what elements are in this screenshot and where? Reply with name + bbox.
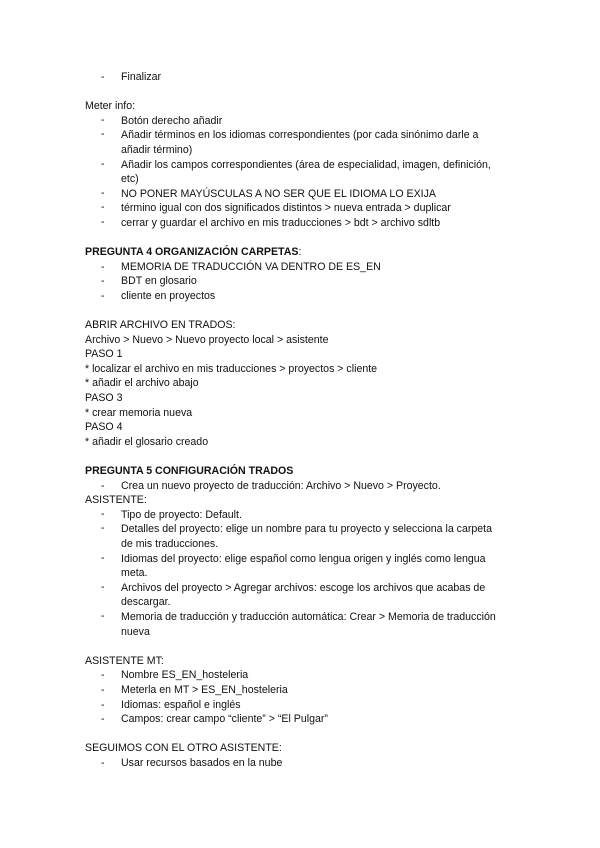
list-item-text-cont: añadir término) — [121, 143, 193, 156]
list-item — [85, 756, 525, 771]
bullet-dash: - — [101, 507, 105, 520]
bullet-dash: - — [101, 669, 105, 682]
list-item — [85, 552, 525, 581]
list-item-text: Idiomas: español e inglés — [121, 698, 241, 711]
list-item-text: Tipo de proyecto: Default. — [121, 508, 242, 521]
bullet-dash: - — [101, 522, 105, 535]
bullet-dash: - — [101, 713, 105, 726]
list-item — [85, 508, 525, 523]
list-item — [85, 216, 525, 231]
list-item-text: Añadir los campos correspondientes (área de especialidad, imagen, definición, — [121, 158, 491, 171]
list-item-text-cont: descargar. — [121, 596, 171, 609]
list-item — [85, 712, 525, 727]
list-item-text-cont: nueva — [121, 625, 150, 638]
list-item-text: NO PONER MAYÚSCULAS A NO SER QUE EL IDIOMA LO EXIJA — [121, 187, 436, 200]
list-item-text: Meterla en MT > ES_EN_hosteleria — [121, 683, 288, 696]
bullet-dash: - — [101, 215, 105, 228]
asistente-label: ASISTENTE: — [85, 494, 147, 507]
bullet-dash: - — [101, 479, 105, 492]
bullet-dash: - — [101, 289, 105, 302]
bullet-dash: - — [101, 201, 105, 214]
abrir-line: Archivo > Nuevo > Nuevo proyecto local > asistente — [85, 333, 329, 346]
list-item — [85, 698, 525, 713]
list-item-text: Archivos del proyecto > Agregar archivos: escoge los archivos que acabas de — [121, 581, 486, 594]
bullet-dash: - — [101, 260, 105, 273]
abrir-line: ABRIR ARCHIVO EN TRADOS: — [85, 319, 236, 332]
list-item — [85, 201, 525, 216]
list-item — [85, 289, 525, 304]
list-item-text: Botón derecho añadir — [121, 114, 223, 127]
abrir-line: PASO 3 — [85, 392, 123, 405]
abrir-line: * añadir el archivo abajo — [85, 377, 199, 390]
abrir-line: PASO 4 — [85, 421, 123, 434]
list-item-text: Nombre ES_EN_hosteleria — [121, 669, 249, 682]
list-item — [85, 187, 525, 202]
bullet-dash: - — [101, 186, 105, 199]
bullet-dash: - — [101, 128, 105, 141]
abrir-line: * localizar el archivo en mis traducciones > proyectos > cliente — [85, 362, 378, 375]
list-item-text-cont: meta. — [121, 567, 148, 580]
list-item — [85, 274, 525, 289]
list-item — [85, 683, 525, 698]
list-item-text: Añadir términos en los idiomas correspondientes (por cada sinónimo darle a — [121, 129, 479, 142]
list-item — [85, 581, 525, 610]
list-item-text: término igual con dos significados distintos > nueva entrada > duplicar — [121, 202, 451, 215]
list-item-text-cont: etc) — [121, 173, 139, 186]
list-item-text-cont: de mis traducciones. — [121, 538, 219, 550]
pregunta-4-colon: : — [298, 246, 302, 259]
abrir-line: PASO 1 — [85, 348, 123, 361]
section-title-seguimos: SEGUIMOS CON EL OTRO ASISTENTE: — [85, 742, 282, 755]
list-item — [85, 260, 525, 275]
abrir-line: * añadir el glosario creado — [85, 435, 209, 448]
pregunta-4-heading: PREGUNTA 4 ORGANIZACIÓN CARPETAS — [85, 246, 299, 259]
bullet-dash: - — [101, 756, 105, 769]
list-item — [85, 128, 525, 157]
list-item — [85, 479, 525, 494]
list-item-text: cerrar y guardar el archivo en mis traducciones > bdt > archivo sdltb — [121, 216, 441, 229]
list-item — [85, 522, 525, 551]
list-item-text: Memoria de traducción y traducción automática: Crear > Memoria de traducción — [121, 610, 496, 623]
list-item-text: Crea un nuevo proyecto de traducción: Archivo > Nuevo > Proyecto. — [121, 479, 441, 492]
section-title-pregunta-5: PREGUNTA 5 CONFIGURACIÓN TRADOS — [85, 465, 294, 478]
bullet-dash: - — [101, 683, 105, 696]
list-item-text: Detalles del proyecto: elige un nombre para tu proyecto y selecciona la carpeta — [121, 523, 492, 536]
bullet-dash: - — [101, 609, 105, 622]
bullet-dash: - — [101, 580, 105, 593]
list-item — [85, 668, 525, 683]
bullet-dash: - — [101, 275, 105, 288]
document-page — [85, 70, 525, 771]
list-item-text: Idiomas del proyecto: elige español como lengua origen y inglés como lengua — [121, 552, 486, 565]
list-item-text: cliente en proyectos — [121, 289, 216, 302]
section-title-meter-info: Meter info: — [85, 100, 136, 113]
abrir-line: * crear memoria nueva — [85, 406, 193, 419]
bullet-dash: - — [101, 157, 105, 170]
list-item — [85, 114, 525, 129]
list-item-text: Campos: crear campo “cliente” > “El Pulgar” — [121, 713, 328, 726]
section-title-pregunta-4 — [85, 245, 525, 260]
list-item — [85, 70, 525, 85]
list-item-text: BDT en glosario — [121, 275, 197, 288]
list-item-text: Usar recursos basados en la nube — [121, 756, 283, 769]
list-item — [85, 158, 525, 187]
section-title-asistente-mt: ASISTENTE MT: — [85, 654, 164, 667]
list-item-text: Finalizar — [121, 71, 162, 83]
bullet-dash: - — [101, 71, 105, 83]
bullet-dash: - — [101, 551, 105, 564]
list-item — [85, 610, 525, 639]
list-item-text: MEMORIA DE TRADUCCIÓN VA DENTRO DE ES_EN — [121, 260, 381, 273]
bullet-dash: - — [101, 698, 105, 711]
bullet-dash: - — [101, 113, 105, 126]
